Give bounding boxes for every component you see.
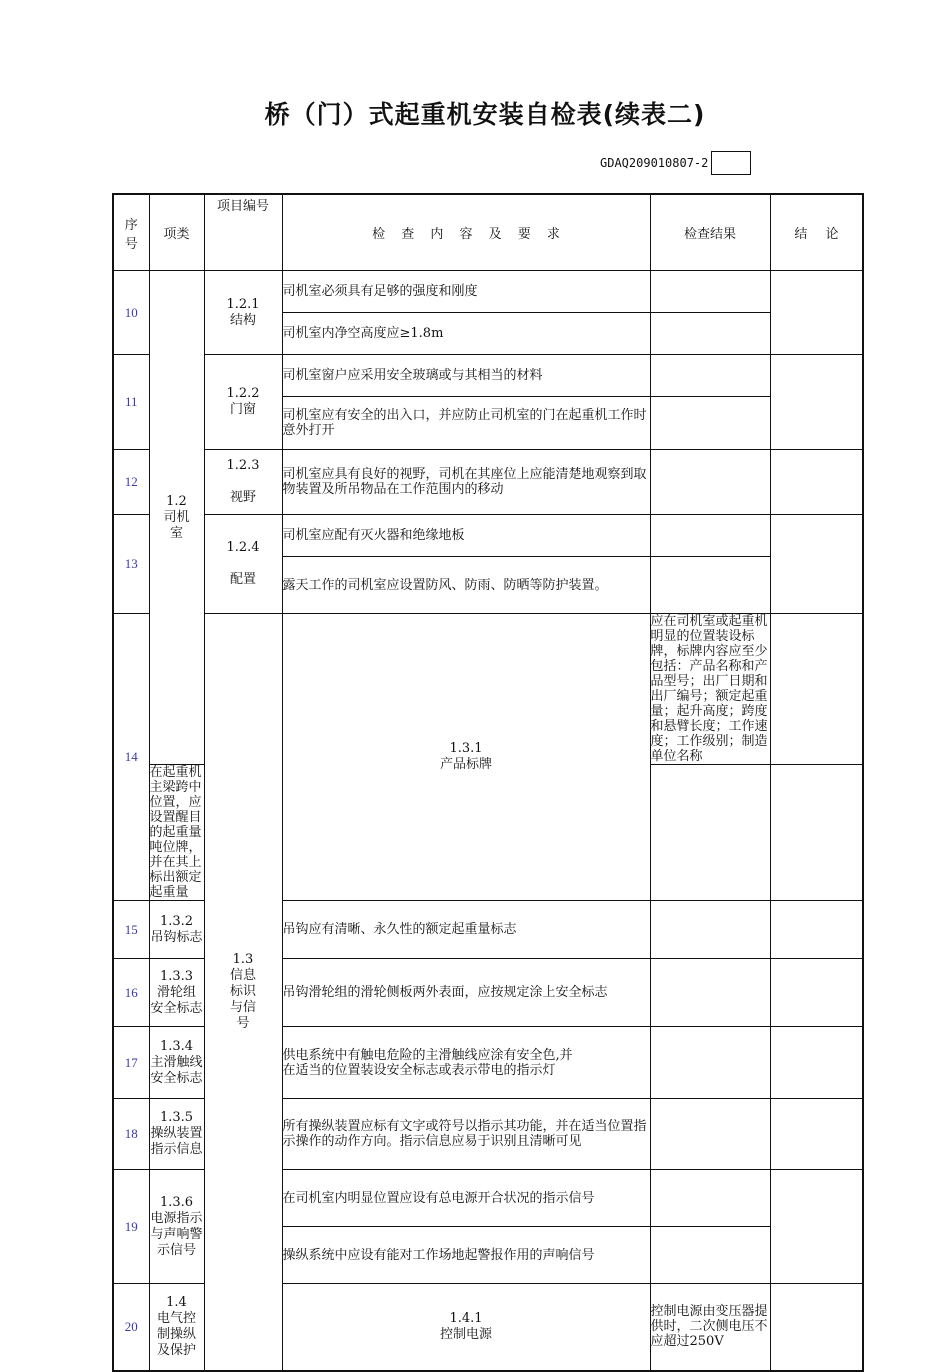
conclusion-cell[interactable] [770, 355, 863, 450]
header-result: 检查结果 [650, 194, 770, 271]
category-cell: 1.2 司机 室 [149, 271, 204, 765]
row-number: 20 [113, 1284, 149, 1371]
row-number: 13 [113, 515, 149, 614]
content-cell: 露天工作的司机室应设置防风、防雨、防晒等防护装置。 [282, 557, 650, 614]
result-cell[interactable] [650, 901, 770, 959]
content-cell: 司机室应具有良好的视野，司机在其座位上应能清楚地观察到取物装置及所吊物品在工作范围内的移动 [282, 450, 650, 515]
header-category: 项类 [149, 194, 204, 271]
result-cell[interactable] [650, 450, 770, 515]
row-number: 15 [113, 901, 149, 959]
header-no: 序号 [113, 194, 149, 271]
conclusion-cell[interactable] [770, 959, 863, 1027]
header-conclusion: 结 论 [770, 194, 863, 271]
result-cell[interactable] [650, 1170, 770, 1227]
page-title: 桥（门）式起重机安装自检表(续表二) [264, 100, 706, 129]
result-cell[interactable] [650, 515, 770, 557]
row-number: 18 [113, 1099, 149, 1170]
content-cell: 在司机室内明显位置应设有总电源开合状况的指示信号 [282, 1170, 650, 1227]
row-number: 10 [113, 271, 149, 355]
row-number: 12 [113, 450, 149, 515]
conclusion-cell[interactable] [770, 450, 863, 515]
result-cell[interactable] [770, 614, 863, 765]
content-cell: 在起重机主梁跨中位置，应设置醒目的起重量吨位牌，并在其上标出额定起重量 [149, 765, 204, 901]
content-cell: 司机室内净空高度应≥1.8m [282, 313, 650, 355]
result-cell[interactable] [650, 355, 770, 397]
item-code-cell: 1.2.3 视野 [204, 450, 282, 515]
item-code-cell: 1.3.2 吊钩标志 [149, 901, 204, 959]
item-code-cell: 1.3.1 产品标牌 [282, 614, 650, 901]
form-code-box[interactable] [711, 151, 751, 175]
result-cell[interactable] [650, 1227, 770, 1284]
inspection-table [112, 193, 864, 1372]
result-cell[interactable] [650, 1027, 770, 1099]
content-cell: 司机室应有安全的出入口，并应防止司机室的门在起重机工作时意外打开 [282, 397, 650, 450]
conclusion-cell[interactable] [770, 271, 863, 355]
result-cell[interactable] [650, 397, 770, 450]
header-content: 检 查 内 容 及 要 求 [282, 194, 650, 271]
result-cell[interactable] [770, 1284, 863, 1371]
item-code-cell: 1.3.4 主滑触线 安全标志 [149, 1027, 204, 1099]
content-cell: 应在司机室或起重机明显的位置装设标牌，标牌内容应至少包括：产品名称和产品型号；出厂日期和出厂编号；额定起重量；起升高度；跨度和悬臂长度；工作速度；工作级别；制造单位名称 [650, 614, 770, 765]
content-cell: 操纵系统中应设有能对工作场地起警报作用的声响信号 [282, 1227, 650, 1284]
content-cell: 控制电源由变压器提供时，二次侧电压不应超过250V [650, 1284, 770, 1371]
item-code-cell: 1.3.3 滑轮组 安全标志 [149, 959, 204, 1027]
item-code-cell: 1.2.1 结构 [204, 271, 282, 355]
content-cell: 所有操纵装置应标有文字或符号以指示其功能，并在适当位置指示操作的动作方向。指示信息应易于识别且清晰可见 [282, 1099, 650, 1170]
result-cell[interactable] [650, 557, 770, 614]
form-code: GDAQ209010807-2 [600, 156, 709, 170]
conclusion-cell[interactable] [770, 1027, 863, 1099]
item-code-cell: 1.4.1 控制电源 [282, 1284, 650, 1371]
item-code-cell: 1.2.2 门窗 [204, 355, 282, 450]
result-cell[interactable] [650, 765, 770, 901]
row-number: 16 [113, 959, 149, 1027]
row-number: 19 [113, 1170, 149, 1284]
result-cell[interactable] [650, 959, 770, 1027]
row-number: 14 [113, 614, 149, 901]
item-code-cell: 1.3.5 操纵装置 指示信息 [149, 1099, 204, 1170]
content-cell: 司机室必须具有足够的强度和刚度 [282, 271, 650, 313]
conclusion-cell[interactable] [770, 901, 863, 959]
item-code-cell: 1.3.6 电源指示 与声响警 示信号 [149, 1170, 204, 1284]
content-cell: 司机室窗户应采用安全玻璃或与其相当的材料 [282, 355, 650, 397]
category-cell: 1.4 电气控 制操纵 及保护 [149, 1284, 204, 1371]
conclusion-cell[interactable] [770, 1099, 863, 1170]
result-cell[interactable] [650, 1099, 770, 1170]
header-item-code: 项目编号 [204, 194, 282, 271]
row-number: 17 [113, 1027, 149, 1099]
form-code-row [600, 150, 751, 176]
result-cell[interactable] [650, 313, 770, 355]
content-cell: 吊钩滑轮组的滑轮侧板两外表面，应按规定涂上安全标志 [282, 959, 650, 1027]
row-number: 11 [113, 355, 149, 450]
content-cell: 司机室应配有灭火器和绝缘地板 [282, 515, 650, 557]
conclusion-cell[interactable] [770, 515, 863, 614]
conclusion-cell[interactable] [770, 1170, 863, 1284]
content-cell: 供电系统中有触电危险的主滑触线应涂有安全色,并 在适当的位置装设安全标志或表示带电的指示灯 [282, 1027, 650, 1099]
content-cell: 吊钩应有清晰、永久性的额定起重量标志 [282, 901, 650, 959]
category-cell: 1.3 信息 标识 与信 号 [204, 614, 282, 1371]
result-cell[interactable] [650, 271, 770, 313]
item-code-cell: 1.2.4 配置 [204, 515, 282, 614]
